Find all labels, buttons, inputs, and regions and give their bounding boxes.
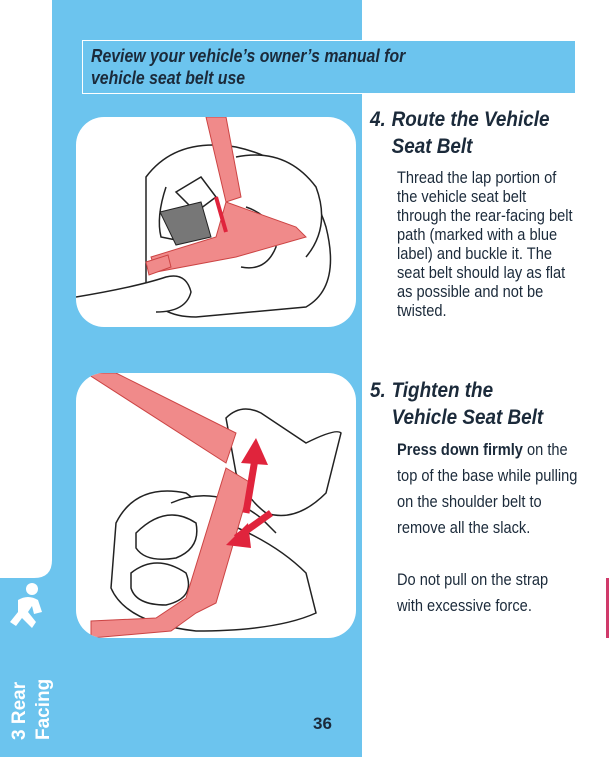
page-number: 36 [313, 714, 332, 733]
section-tab-line-2: Facing [33, 678, 54, 740]
step-5-number: 5. [370, 379, 386, 402]
step-4-number: 4. [370, 108, 386, 131]
step-5-body-bold: Press down firmly [397, 440, 523, 459]
step-4-title-line-1: Route the Vehicle [391, 108, 550, 131]
tighten-belt-illustration [76, 373, 356, 638]
step-4-body: Thread the lap portion of the vehicle seat belt through the rear-facing belt path (marked with a blue label) and buckle it. The seat belt should lay as flat as possible and not be twisted. [397, 168, 573, 320]
section-tab-line-1: 3 Rear [9, 681, 30, 740]
white-margin [0, 0, 52, 580]
step-5-title-line-2: Vehicle Seat Belt [391, 406, 544, 429]
banner-line-1: Review your vehicle’s owner’s manual for [91, 46, 406, 66]
right-edge-marker [606, 578, 609, 638]
banner-line-2: vehicle seat belt use [91, 68, 246, 88]
step-5-title-line-1: Tighten the [391, 379, 494, 402]
step-5-caution: Do not pull on the strap with excessive force. [397, 570, 549, 615]
step-5-title [370, 377, 577, 431]
step-4-title-line-2: Seat Belt [391, 135, 473, 158]
step-5-body-rest: on the top of the base while pulling on the shoulder belt to remove all the slack. [397, 440, 578, 537]
step-4-title [370, 106, 577, 160]
step-5-body [397, 437, 578, 541]
route-belt-illustration [76, 117, 356, 327]
section-tab-label [8, 620, 64, 740]
owner-manual-banner [82, 40, 576, 94]
